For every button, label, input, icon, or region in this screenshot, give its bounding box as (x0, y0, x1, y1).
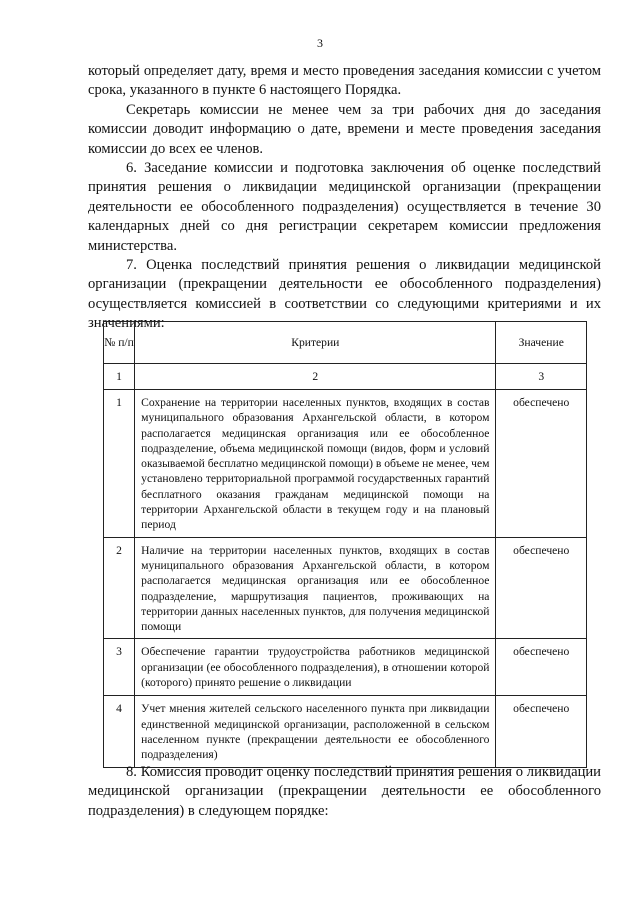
row-value: обеспечено (496, 537, 587, 639)
row-criteria: Учет мнения жителей сельского населенного пункта при ликвидации единственной медицинской организации, расположенной в сельском населенном пункте (прекращении деятельности ее обособленного подразделения) (135, 696, 496, 768)
criteria-table (103, 321, 587, 768)
paragraph-secretary: Секретарь комиссии не менее чем за три рабочих дня до заседания комиссии доводит информацию о дате, времени и месте проведения заседания комиссии до всех ее членов. (88, 101, 601, 157)
row-criteria: Сохранение на территории населенных пунктов, входящих в состав муниципального образования Архангельской области, в котором располагается медицинская организация или ее обособленное подразделение, объема медицинской помощи (видов, форм и условий оказываемой бесплатно медицинской помощи) в объеме не менее, чем установлено территориальной программой государственных гарантий бесплатного оказания гражданам медицинской помощи на территории Архангельской области в текущем году и на плановый период (135, 390, 496, 538)
header-value: Значение (496, 322, 587, 364)
row-value: обеспечено (496, 390, 587, 538)
paragraph-item-6: 6. Заседание комиссии и подготовка заключения об оценке последствий принятия решения о ликвидации медицинской организации (прекращении деятельности ее обособленного подразделения) осуществляется в течение 30 календарных дней со дня регистрации секретарем комиссии предложения министерства. (88, 160, 601, 254)
paragraph-item-7: 7. Оценка последствий принятия решения о ликвидации медицинской организации (прекращении деятельности ее обособленного подразделения) осуществляется комиссией в соответствии со следующими критериями и их значениями: (88, 257, 601, 332)
row-value: обеспечено (496, 639, 587, 696)
header-criteria: Критерии (135, 322, 496, 364)
body-text-before-table (88, 62, 601, 334)
paragraph-item-8: 8. Комиссия проводит оценку последствий принятия решения о ликвидации медицинской организации (прекращении деятельности ее обособленного подразделения) в следующем порядке: (88, 764, 601, 819)
row-criteria: Обеспечение гарантии трудоустройства работников медицинской организации (ее обособленного подразделения), в отношении которой (которого) принято решение о ликвидации (135, 639, 496, 696)
row-num: 1 (104, 390, 135, 538)
column-number-1: 1 (104, 364, 135, 390)
body-text-after-table (88, 763, 601, 821)
row-num: 4 (104, 696, 135, 768)
row-criteria: Наличие на территории населенных пунктов, входящих в состав муниципального образования Архангельской области, в котором располагается медицинская организация или ее обособленное подразделение, маршрутизация пациентов, проживающих на территории данных населенных пунктов, для получения медицинской помощи (135, 537, 496, 639)
page-number: 3 (317, 36, 323, 50)
row-num: 3 (104, 639, 135, 696)
row-num: 2 (104, 537, 135, 639)
row-value: обеспечено (496, 696, 587, 768)
column-numbering-row (104, 364, 587, 390)
paragraph-continuation: который определяет дату, время и место проведения заседания комиссии с учетом срока, указанного в пункте 6 настоящего Порядка. (88, 63, 601, 99)
column-number-2: 2 (135, 364, 496, 390)
column-number-3: 3 (496, 364, 587, 390)
table-row (104, 696, 587, 768)
table-header-row (104, 322, 587, 364)
table-row (104, 390, 587, 538)
table-row (104, 537, 587, 639)
header-num: № п/п (104, 322, 135, 364)
table-row (104, 639, 587, 696)
